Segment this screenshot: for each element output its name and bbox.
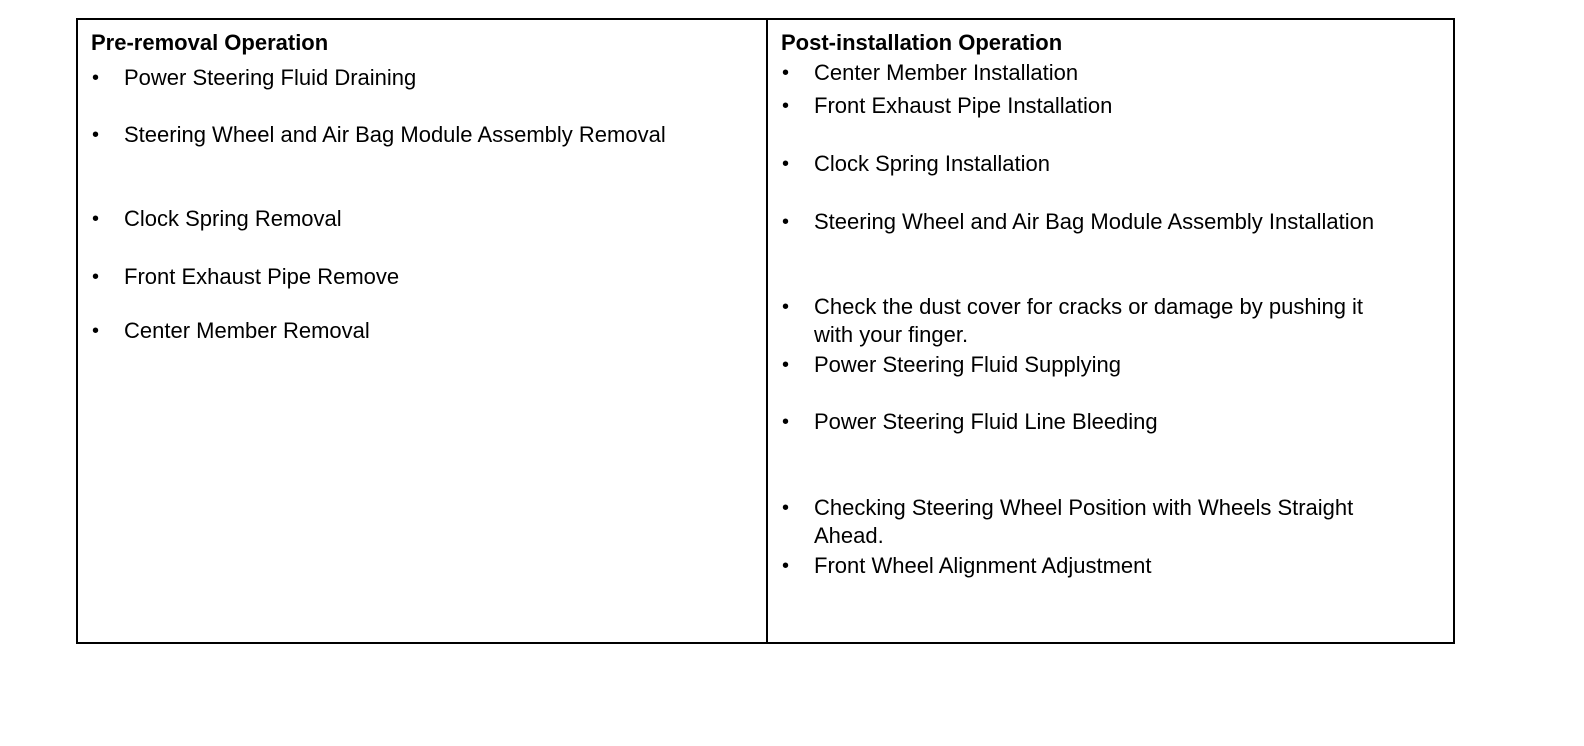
bullet-icon: •: [92, 67, 100, 89]
pre-removal-heading: Pre-removal Operation: [91, 30, 329, 55]
bullet-icon: •: [782, 62, 790, 84]
bullet-icon: •: [782, 296, 790, 318]
step-text: Power Steering Fluid Line Bleeding: [814, 409, 1158, 434]
bullet-icon: •: [782, 211, 790, 233]
operations-table: [76, 18, 1455, 644]
bullet-icon: •: [782, 497, 790, 519]
bullet-icon: •: [782, 555, 790, 577]
step-text: Power Steering Fluid Draining: [124, 65, 417, 90]
bullet-icon: •: [92, 320, 100, 342]
step-text: Steering Wheel and Air Bag Module Assembly Installation: [814, 209, 1375, 234]
column-divider: [766, 20, 768, 642]
step-text: Clock Spring Installation: [814, 151, 1051, 176]
bullet-icon: •: [782, 354, 790, 376]
bullet-icon: •: [92, 266, 100, 288]
step-text: with your finger.: [814, 322, 969, 347]
step-text: Steering Wheel and Air Bag Module Assembly Removal: [124, 122, 666, 147]
step-text: Clock Spring Removal: [124, 206, 342, 231]
step-text: Front Wheel Alignment Adjustment: [814, 553, 1152, 578]
bullet-icon: •: [782, 153, 790, 175]
bullet-icon: •: [92, 124, 100, 146]
step-text: Center Member Removal: [124, 318, 370, 343]
step-text: Checking Steering Wheel Position with Wheels Straight: [814, 495, 1354, 520]
bullet-icon: •: [92, 208, 100, 230]
step-text: Check the dust cover for cracks or damage by pushing it: [814, 294, 1364, 319]
step-text: Center Member Installation: [814, 60, 1079, 85]
step-text: Power Steering Fluid Supplying: [814, 352, 1121, 377]
step-text: Front Exhaust Pipe Installation: [814, 93, 1113, 118]
post-installation-heading: Post-installation Operation: [781, 30, 1063, 55]
step-text: Ahead.: [814, 523, 884, 548]
bullet-icon: •: [782, 411, 790, 433]
bullet-icon: •: [782, 95, 790, 117]
step-text: Front Exhaust Pipe Remove: [124, 264, 400, 289]
